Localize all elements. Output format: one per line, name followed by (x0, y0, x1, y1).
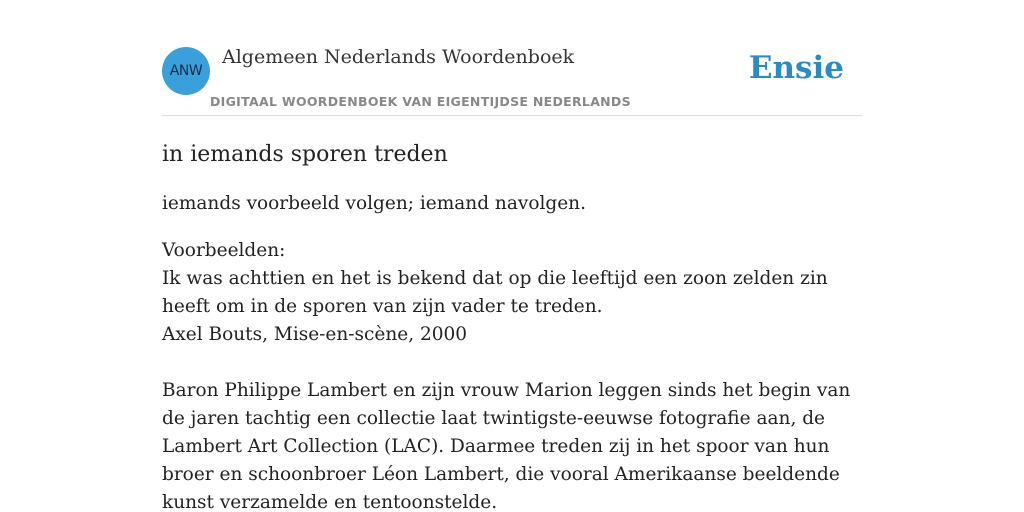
site-title[interactable]: Algemeen Nederlands Woordenboek (222, 46, 575, 68)
anw-logo[interactable]: ANW (162, 47, 210, 95)
example-source: Axel Bouts, Mise-en-scène, 2000 (162, 324, 468, 345)
examples-label: Voorbeelden: (162, 240, 286, 261)
example-text: Ik was achttien en het is bekend dat op die leeftijd een zoon zelden zin heeft om in de sporen van zijn vader te treden. (162, 268, 828, 317)
ensie-brand-link[interactable]: Ensie (748, 50, 844, 86)
examples-section (162, 237, 862, 512)
example-spacer (162, 349, 862, 377)
site-header (162, 0, 862, 116)
entry-definition: iemands voorbeeld volgen; iemand navolgen. (162, 193, 586, 214)
site-subtitle: DIGITAAL WOORDENBOEK VAN EIGENTIJDSE NEDERLANDS (210, 94, 631, 109)
example-text: Baron Philippe Lambert en zijn vrouw Marion leggen sinds het begin van de jaren tachtig een collectie laat twintigste-eeuwse fotografie aan, de Lambert Art Collection (LAC). Daarmee treden zij in het spoor van hun broer en schoonbroer Léon Lambert, die vooral Amerikaanse beeldende kunst verzamelde en tentoonstelde. (162, 380, 851, 512)
page-content (162, 0, 862, 512)
entry-term: in iemands sporen treden (162, 142, 448, 167)
